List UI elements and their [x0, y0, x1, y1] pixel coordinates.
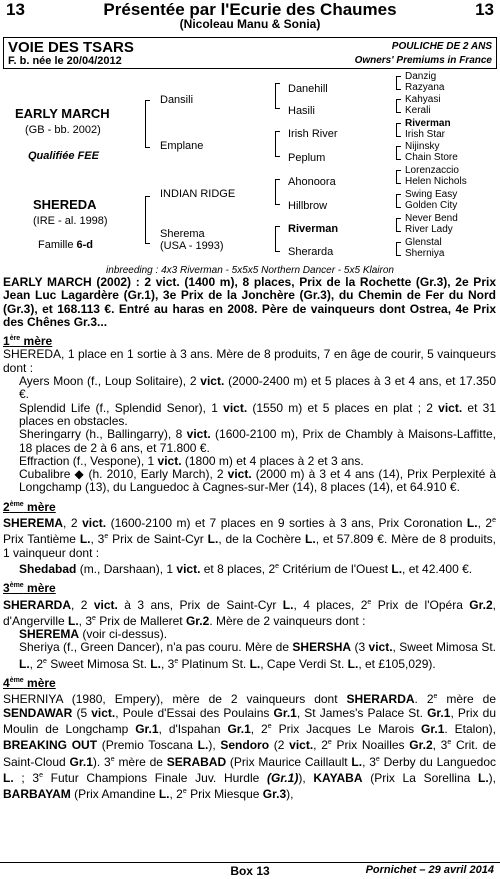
- ped-g4-12: Golden City: [405, 200, 458, 211]
- ped-g4-8: Chain Store: [405, 152, 458, 163]
- gen-sup: ème: [9, 500, 24, 508]
- horse-name: VOIE DES TSARS: [8, 39, 134, 56]
- ped-g3-2: Hasili: [288, 105, 315, 117]
- catalogue-text: [3, 276, 496, 801]
- ped-g2-4-info: (USA - 1993): [160, 240, 224, 252]
- ped-g4-1: Danzig: [405, 71, 437, 82]
- dam-family: [38, 239, 93, 251]
- produce-5: Cubalibre ◆ (h. 2010, Early March), 2 vict. (2000 m) à 3 et 4 ans (14), Prix Perplexité à Longchamp (13), du Languedoc à Cagnes-sur-Mer (14), 8 places (14), et 64.910 €.: [19, 467, 496, 495]
- generation-heading-3: [3, 579, 496, 595]
- ped-g3-7: Riverman: [288, 223, 339, 235]
- dam-record-2: SHEREMA, 2 vict. (1600-2100 m) et 7 places en 9 sorties à 3 ans, Prix Coronation L., 2e Prix Tantième L., 3e Prix de Saint-Cyr L., de la Cochère L., et 57.809 €. Mère de 8 produits, 1 vainqueur dont :: [3, 516, 497, 560]
- produce-2: Splendid Life (f., Splendid Senor), 1 vict. (1550 m) et 5 places en plat ; 2 vict. et 31 places en obstacles.: [19, 400, 496, 428]
- ped-g3-1: Danehill: [288, 83, 328, 95]
- bracket: [275, 179, 280, 205]
- pedigree-table: [0, 70, 500, 280]
- ped-g4-5: Riverman: [405, 118, 451, 129]
- gen-word: mère: [20, 334, 53, 349]
- produce-4: Effraction (f., Vespone), 1 vict. (1800 m) et 4 places à 2 et 3 ans.: [19, 453, 364, 468]
- bracket: [275, 83, 280, 109]
- bracket: [145, 196, 150, 244]
- bracket: [145, 100, 150, 148]
- ped-g2-2: Emplane: [160, 140, 204, 152]
- dam-info: (IRE - al. 1998): [33, 215, 108, 227]
- consignor-subtitle: (Nicoleau Manu & Sonia): [179, 17, 321, 31]
- ped-g4-14: River Lady: [405, 224, 453, 235]
- gen-num: 3: [3, 581, 10, 596]
- produce-3: Sheringarry (h., Ballingarry), 8 vict. (1600-2100 m), Prix de Chambly à Maisons-Laffitte, 18 places de 2 à 6 ans, et 71.800 €.: [19, 427, 496, 455]
- page-header: [0, 0, 500, 36]
- produce-1: Ayers Moon (f., Loup Solitaire), 2 vict. (2000-2400 m) et 5 places à 3 et 4 ans, et 17.350 €.: [19, 374, 496, 402]
- ped-g4-13: Never Bend: [405, 213, 458, 224]
- sire-note: Qualifiée FEE: [28, 150, 99, 162]
- bracket: [275, 226, 280, 252]
- bracket: [275, 131, 280, 157]
- produce-7: SHEREMA (voir ci-dessus).: [19, 627, 168, 642]
- owners-premium: Owners' Premiums in France: [354, 55, 492, 66]
- ped-g4-3: Kahyasi: [405, 94, 441, 105]
- dam-record-1: SHEREDA, 1 place en 1 sortie à 3 ans. Mère de 8 produits, 7 en âge de courir, 5 vainqueurs dont :: [3, 347, 496, 375]
- ped-g4-6: Irish Star: [405, 129, 446, 140]
- dam-family-value: 6-d: [76, 239, 94, 251]
- lot-number: 13: [6, 0, 25, 19]
- ped-g4-11: Swing Easy: [405, 189, 458, 200]
- sire-record: EARLY MARCH (2002) : 2 vict. (1400 m), 8 places, Prix de la Rochette (Gr.3), 2e Prix Jean Luc Lagardère (Gr.1), 3e Prix de la Jonchère (Gr.3), du Chemin de Fer du Nord (Gr.3), et 168.113 €. Entré au haras en 2008. Père de vainqueurs dont Ostrea, 4e Prix des Chênes Gr.3...: [3, 275, 496, 329]
- ped-g4-15: Glenstal: [405, 237, 442, 248]
- ped-g2-1: Dansili: [160, 94, 194, 106]
- consignor-title: Présentée par l'Ecurie des Chaumes: [103, 0, 397, 19]
- horse-name-box: [3, 37, 497, 69]
- page-footer: [0, 862, 500, 879]
- lot-number-right: 13: [475, 0, 494, 19]
- bracket: [396, 146, 401, 160]
- produce-6: Shedabad (m., Darshaan), 1 vict. et 8 places, 2e Critérium de l'Ouest L., et 42.400 €.: [19, 561, 473, 576]
- gen-word: mère: [23, 581, 56, 596]
- ped-g2-3: INDIAN RIDGE: [160, 188, 236, 200]
- horse-birth: F. b. née le 20/04/2012: [8, 55, 122, 67]
- bracket: [396, 242, 401, 256]
- generation-heading-2: [3, 498, 496, 514]
- gen-num: 1: [3, 334, 10, 349]
- generation-heading-1: [3, 332, 496, 348]
- ped-g3-5: Ahonoora: [288, 176, 336, 188]
- inbreeding-line: inbreeding : 4x3 Riverman - 5x5x5 Northern Dancer - 5x5 Klairon: [106, 265, 394, 276]
- gen-sup: ème: [9, 582, 24, 590]
- gen-word: mère: [23, 499, 56, 514]
- ped-g3-8: Sherarda: [288, 246, 334, 258]
- sire-name: EARLY MARCH: [15, 106, 110, 121]
- bracket: [396, 194, 401, 208]
- dam-record-4: SHERNIYA (1980, Empery), mère de 2 vainqueurs dont SHERARDA. 2e mère de SENDAWAR (5 vict., Poule d'Essai des Poulains Gr.1, St James's Palace St. Gr.1, Prix du Moulin de Longchamp Gr.1, d'Ispahan Gr.1, 2e Prix Jacques Le Marois Gr.1. Etalon), BREAKING OUT (Premio Toscana L.), Sendoro (2 vict., 2e Prix Noailles Gr.2, 3e Crit. de Saint-Cloud Gr.1). 3e mère de SERABAD (Prix Maurice Caillault L., 3e Derby du Languedoc L. ; 3e Futur Champions Finale Juv. Hurdle (Gr.1)), KAYABA (Prix La Sorellina L.), BARBAYAM (Prix Amandine L., 2e Prix Miesque Gr.3),: [3, 692, 497, 802]
- bracket: [396, 76, 401, 90]
- generation-heading-4: [3, 674, 496, 690]
- sale-date: Pornichet – 29 avril 2014: [365, 864, 494, 876]
- ped-g4-10: Helen Nichols: [405, 176, 467, 187]
- ped-g2-4: Sherema: [160, 228, 205, 240]
- ped-g4-7: Nijinsky: [405, 141, 440, 152]
- ped-g4-4: Kerali: [405, 105, 431, 116]
- ped-g4-16: Sherniya: [405, 248, 445, 259]
- ped-g3-4: Peplum: [288, 152, 326, 164]
- gen-sup: ère: [9, 335, 21, 343]
- dam-name: SHEREDA: [33, 197, 97, 212]
- ped-g4-2: Razyana: [405, 82, 445, 93]
- ped-g3-6: Hillbrow: [288, 200, 328, 212]
- gen-word: mère: [23, 676, 56, 691]
- gen-num: 4: [3, 676, 10, 691]
- horse-sex-age: POULICHE DE 2 ANS: [391, 41, 492, 52]
- gen-num: 2: [3, 499, 10, 514]
- dam-record-3: SHERARDA, 2 vict. à 3 ans, Prix de Saint-Cyr L., 4 places, 2e Prix de l'Opéra Gr.2, d'Angerville L., 3e Prix de Malleret Gr.2. Mère de 2 vainqueurs dont :: [3, 597, 496, 628]
- sire-info: (GB - bb. 2002): [25, 124, 101, 136]
- bracket: [396, 99, 401, 113]
- bracket: [396, 218, 401, 232]
- dam-family-label: Famille: [38, 239, 77, 251]
- bracket: [396, 170, 401, 184]
- box-number: Box 13: [230, 864, 270, 878]
- gen-sup: ème: [9, 677, 24, 685]
- ped-g4-9: Lorenzaccio: [405, 165, 459, 176]
- bracket: [396, 123, 401, 137]
- ped-g3-3: Irish River: [288, 128, 338, 140]
- produce-8: Sheriya (f., Green Dancer), n'a pas couru. Mère de SHERSHA (3 vict., Sweet Mimosa St. L., 2e Sweet Mimosa St. L., 3e Platinum St. L., Cape Verdi St. L., et £105,029).: [19, 640, 497, 671]
